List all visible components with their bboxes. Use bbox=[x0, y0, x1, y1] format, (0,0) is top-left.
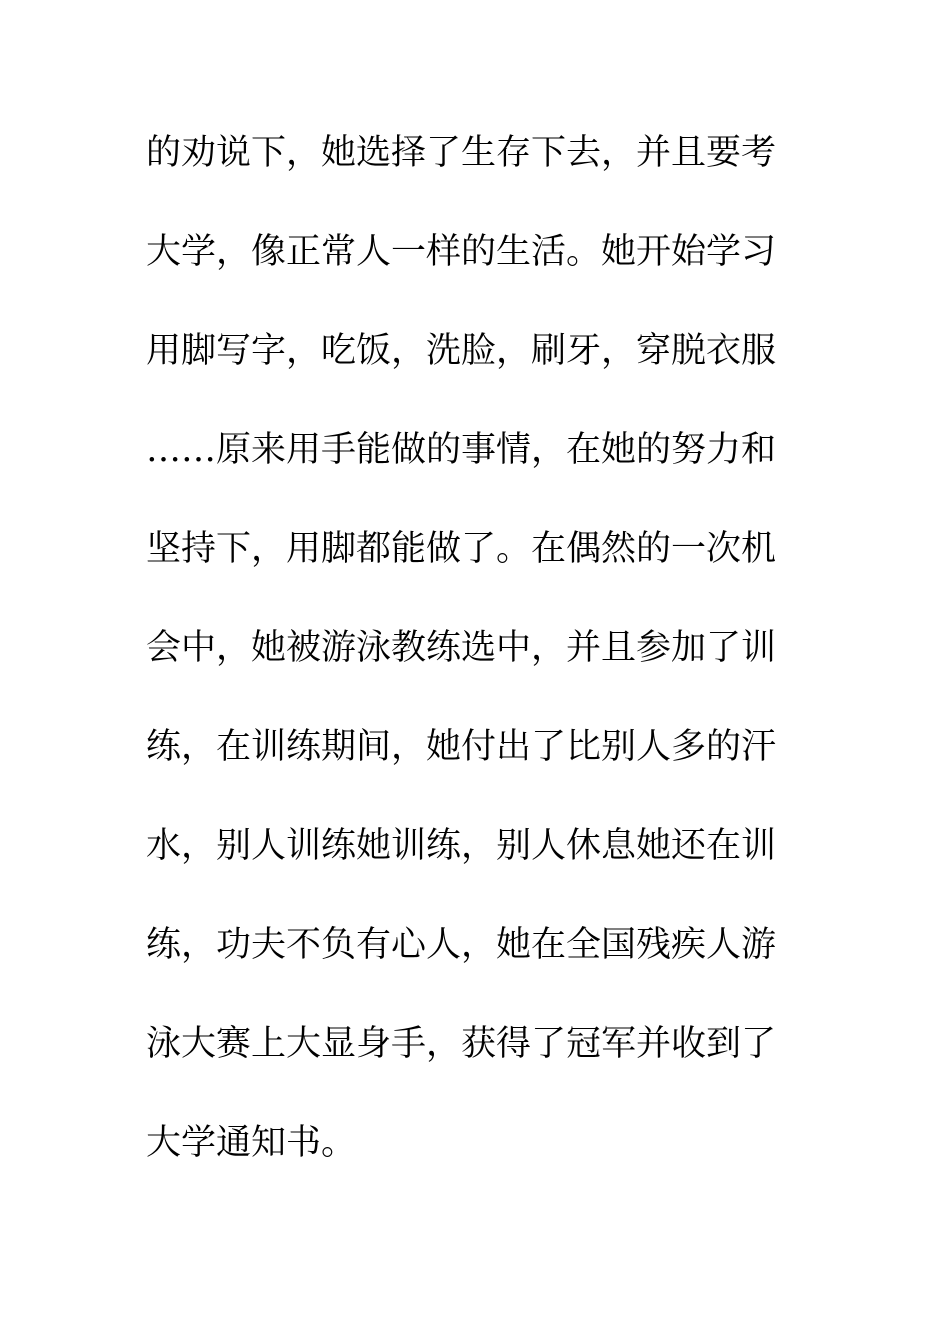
text-line-5: 坚持下，用脚都能做了。在偶然的一次机 bbox=[146, 529, 777, 569]
text-line-3: 用脚写字，吃饭，洗脸，刷牙，穿脱衣服 bbox=[146, 331, 777, 371]
text-line-7: 练，在训练期间，她付出了比别人多的汗 bbox=[146, 727, 777, 767]
body-paragraph bbox=[146, 124, 806, 1213]
text-line-10: 泳大赛上大显身手，获得了冠军并收到了 bbox=[146, 1024, 777, 1064]
text-line-9: 练，功夫不负有心人，她在全国残疾人游 bbox=[146, 925, 777, 965]
text-line-4: ……原来用手能做的事情，在她的努力和 bbox=[146, 430, 777, 470]
text-line-1: 的劝说下，她选择了生存下去，并且要考 bbox=[146, 133, 777, 173]
text-line-8: 水，别人训练她训练，别人休息她还在训 bbox=[146, 826, 777, 866]
text-line-2: 大学，像正常人一样的生活。她开始学习 bbox=[146, 232, 777, 272]
text-line-11: 大学通知书。 bbox=[146, 1123, 357, 1163]
text-line-6: 会中，她被游泳教练选中，并且参加了训 bbox=[146, 628, 777, 668]
